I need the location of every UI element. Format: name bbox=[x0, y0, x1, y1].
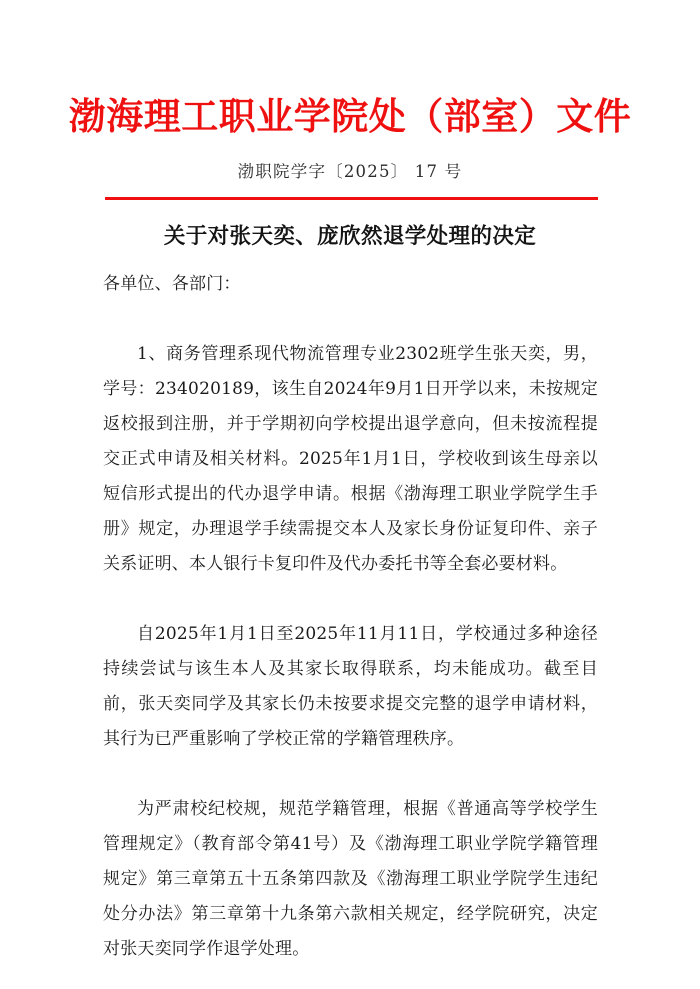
document-body bbox=[103, 267, 598, 967]
body-paragraph-2: 自2025年1月1日至2025年11月11日，学校通过多种途径持续尝试与该生本人及其家长取得联系，均未能成功。截至目前，张天奕同学及其家长仍未按要求提交完整的退学申请材料，其行为已严重影响了学校正常的学籍管理秩序。 bbox=[103, 624, 598, 749]
body-paragraph-3: 为严肃校纪校规，规范学籍管理，根据《普通高等学校学生管理规定》（教育部令第41号）及《渤海理工职业学院学籍管理规定》第三章第五十五条第四款及《渤海理工职业学院学生违纪处分办法》第三章第十九条第六款相关规定，经学院研究，决定对张天奕同学作退学处理。 bbox=[103, 799, 598, 959]
body-paragraph-1: 1、商务管理系现代物流管理专业2302班学生张天奕，男，学号：234020189，该生自2024年9月1日开学以来，未按规定返校报到注册，并于学期初向学校提出退学意向，但未按流程提交正式申请及相关材料。2025年1月1日，学校收到该生母亲以短信形式提出的代办退学申请。根据《渤海理工职业学院学生手册》规定，办理退学手续需提交本人及家长身份证复印件、亲子关系证明、本人银行卡复印件及代办委托书等全套必要材料。 bbox=[103, 344, 598, 574]
red-divider-rule bbox=[105, 197, 598, 200]
salutation: 各单位、各部门： bbox=[103, 274, 241, 294]
page-title: 关于对张天奕、庞欣然退学处理的决定 bbox=[163, 224, 537, 249]
organization-title: 渤海理工职业学院处（部室）文件 bbox=[68, 94, 632, 138]
document-number: 渤职院学字〔2025〕 17 号 bbox=[237, 162, 463, 181]
